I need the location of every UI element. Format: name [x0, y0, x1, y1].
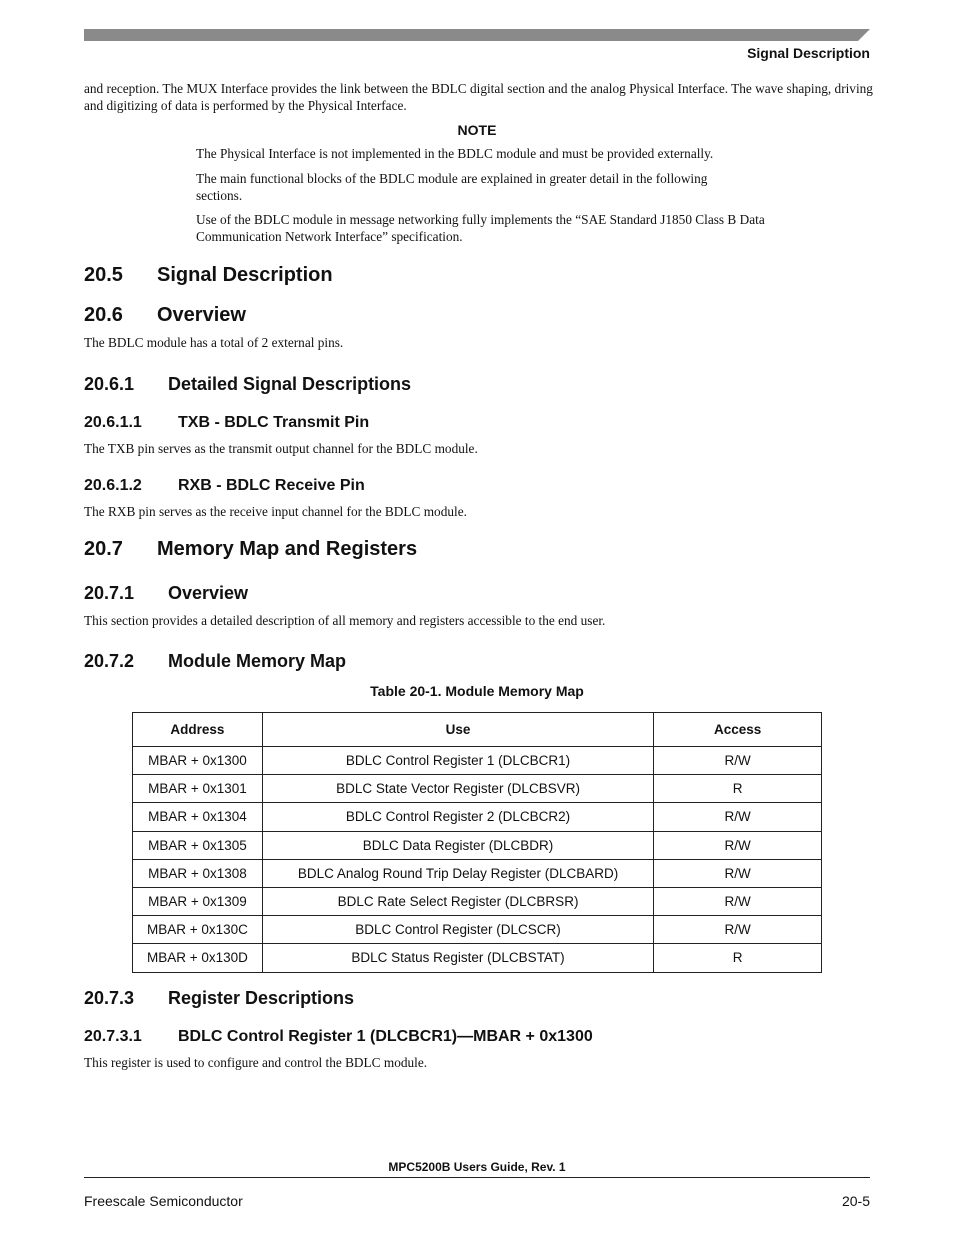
heading-20-5 [84, 264, 333, 287]
use-cell: BDLC Data Register (DLCBDR) [262, 831, 653, 859]
section-number: 20.6.1.1 [84, 414, 142, 431]
footer-doc-title: MPC5200B Users Guide, Rev. 1 [388, 1160, 566, 1174]
footer-company: Freescale Semiconductor [84, 1193, 243, 1209]
heading-20-6-1 [84, 374, 411, 395]
section-number: 20.7 [84, 538, 123, 560]
table-header-row [133, 713, 822, 747]
column-header-access: Access [654, 713, 822, 747]
rxb-paragraph: The RXB pin serves as the receive input channel for the BDLC module. [84, 504, 467, 519]
section-number: 20.6 [84, 304, 123, 326]
use-cell: BDLC Rate Select Register (DLCBRSR) [262, 887, 653, 915]
address-cell: MBAR + 0x1309 [133, 887, 263, 915]
column-header-use: Use [262, 713, 653, 747]
table-row [133, 944, 822, 972]
heading-20-7-3 [84, 988, 354, 1009]
note-paragraph-1: The Physical Interface is not implemented in the BDLC module and must be provided externally. [196, 146, 714, 161]
section-number: 20.5 [84, 264, 123, 286]
note-paragraph-2: The main functional blocks of the BDLC module are explained in greater detail in the following sections. [196, 171, 708, 203]
heading-20-7-3-1 [84, 1028, 593, 1046]
section-title: Overview [168, 583, 249, 603]
dlcbcr1-paragraph: This register is used to configure and control the BDLC module. [84, 1055, 428, 1070]
address-cell: MBAR + 0x1301 [133, 775, 263, 803]
address-cell: MBAR + 0x130D [133, 944, 263, 972]
table-row [133, 887, 822, 915]
section-number: 20.7.2 [84, 651, 135, 671]
section-title: Memory Map and Registers [157, 538, 418, 560]
access-cell: R [654, 775, 822, 803]
table-row [133, 859, 822, 887]
access-cell: R/W [654, 887, 822, 915]
table-row [133, 803, 822, 831]
memory-overview-paragraph: This section provides a detailed description of all memory and registers accessible to the end user. [84, 613, 606, 628]
section-number: 20.7.3.1 [84, 1028, 142, 1045]
access-cell: R [654, 944, 822, 972]
column-header-address: Address [133, 713, 263, 747]
section-title: Signal Description [157, 264, 333, 286]
section-title: Detailed Signal Descriptions [168, 374, 412, 394]
heading-20-7-1 [84, 583, 248, 604]
header-bar [84, 29, 870, 41]
use-cell: BDLC Control Register (DLCSCR) [262, 916, 653, 944]
section-title: Module Memory Map [168, 651, 347, 671]
intro-paragraph: and reception. The MUX Interface provides the link between the BDLC digital section and the analog Physical Interface. The wave shaping, driving and digitizing of data is performed by the Physical Interface. [84, 81, 873, 113]
section-title: Register Descriptions [168, 988, 355, 1008]
heading-20-6-1-1 [84, 414, 369, 432]
module-memory-map-table [132, 712, 822, 973]
use-cell: BDLC State Vector Register (DLCBSVR) [262, 775, 653, 803]
access-cell: R/W [654, 747, 822, 775]
table-caption: Table 20-1. Module Memory Map [370, 683, 584, 699]
section-number: 20.6.1 [84, 374, 135, 394]
running-head: Signal Description [747, 45, 870, 61]
table-row [133, 747, 822, 775]
access-cell: R/W [654, 803, 822, 831]
use-cell: BDLC Analog Round Trip Delay Register (DLCBARD) [262, 859, 653, 887]
access-cell: R/W [654, 916, 822, 944]
section-title: TXB - BDLC Transmit Pin [178, 414, 370, 431]
access-cell: R/W [654, 859, 822, 887]
section-number: 20.7.3 [84, 988, 135, 1008]
use-cell: BDLC Control Register 2 (DLCBCR2) [262, 803, 653, 831]
heading-20-6-1-2 [84, 477, 365, 495]
section-title: RXB - BDLC Receive Pin [178, 477, 365, 494]
use-cell: BDLC Control Register 1 (DLCBCR1) [262, 747, 653, 775]
heading-20-7-2 [84, 651, 346, 672]
section-title: BDLC Control Register 1 (DLCBCR1)—MBAR + 0x1300 [178, 1028, 593, 1045]
address-cell: MBAR + 0x1300 [133, 747, 263, 775]
section-title: Overview [157, 304, 246, 326]
address-cell: MBAR + 0x1304 [133, 803, 263, 831]
note-title: NOTE [457, 122, 497, 138]
overview-paragraph: The BDLC module has a total of 2 external pins. [84, 335, 344, 350]
txb-paragraph: The TXB pin serves as the transmit output channel for the BDLC module. [84, 441, 478, 456]
note-paragraph-3: Use of the BDLC module in message networking fully implements the “SAE Standard J1850 Class B Data Communication Network Interface” specification. [196, 212, 765, 244]
footer-divider [84, 1177, 870, 1178]
section-number: 20.7.1 [84, 583, 135, 603]
address-cell: MBAR + 0x1305 [133, 831, 263, 859]
address-cell: MBAR + 0x130C [133, 916, 263, 944]
heading-20-7 [84, 538, 417, 561]
heading-20-6 [84, 304, 246, 327]
use-cell: BDLC Status Register (DLCBSTAT) [262, 944, 653, 972]
access-cell: R/W [654, 831, 822, 859]
address-cell: MBAR + 0x1308 [133, 859, 263, 887]
table-row [133, 831, 822, 859]
table-row [133, 916, 822, 944]
table-row [133, 775, 822, 803]
page-number: 20-5 [841, 1193, 870, 1209]
section-number: 20.6.1.2 [84, 477, 142, 494]
